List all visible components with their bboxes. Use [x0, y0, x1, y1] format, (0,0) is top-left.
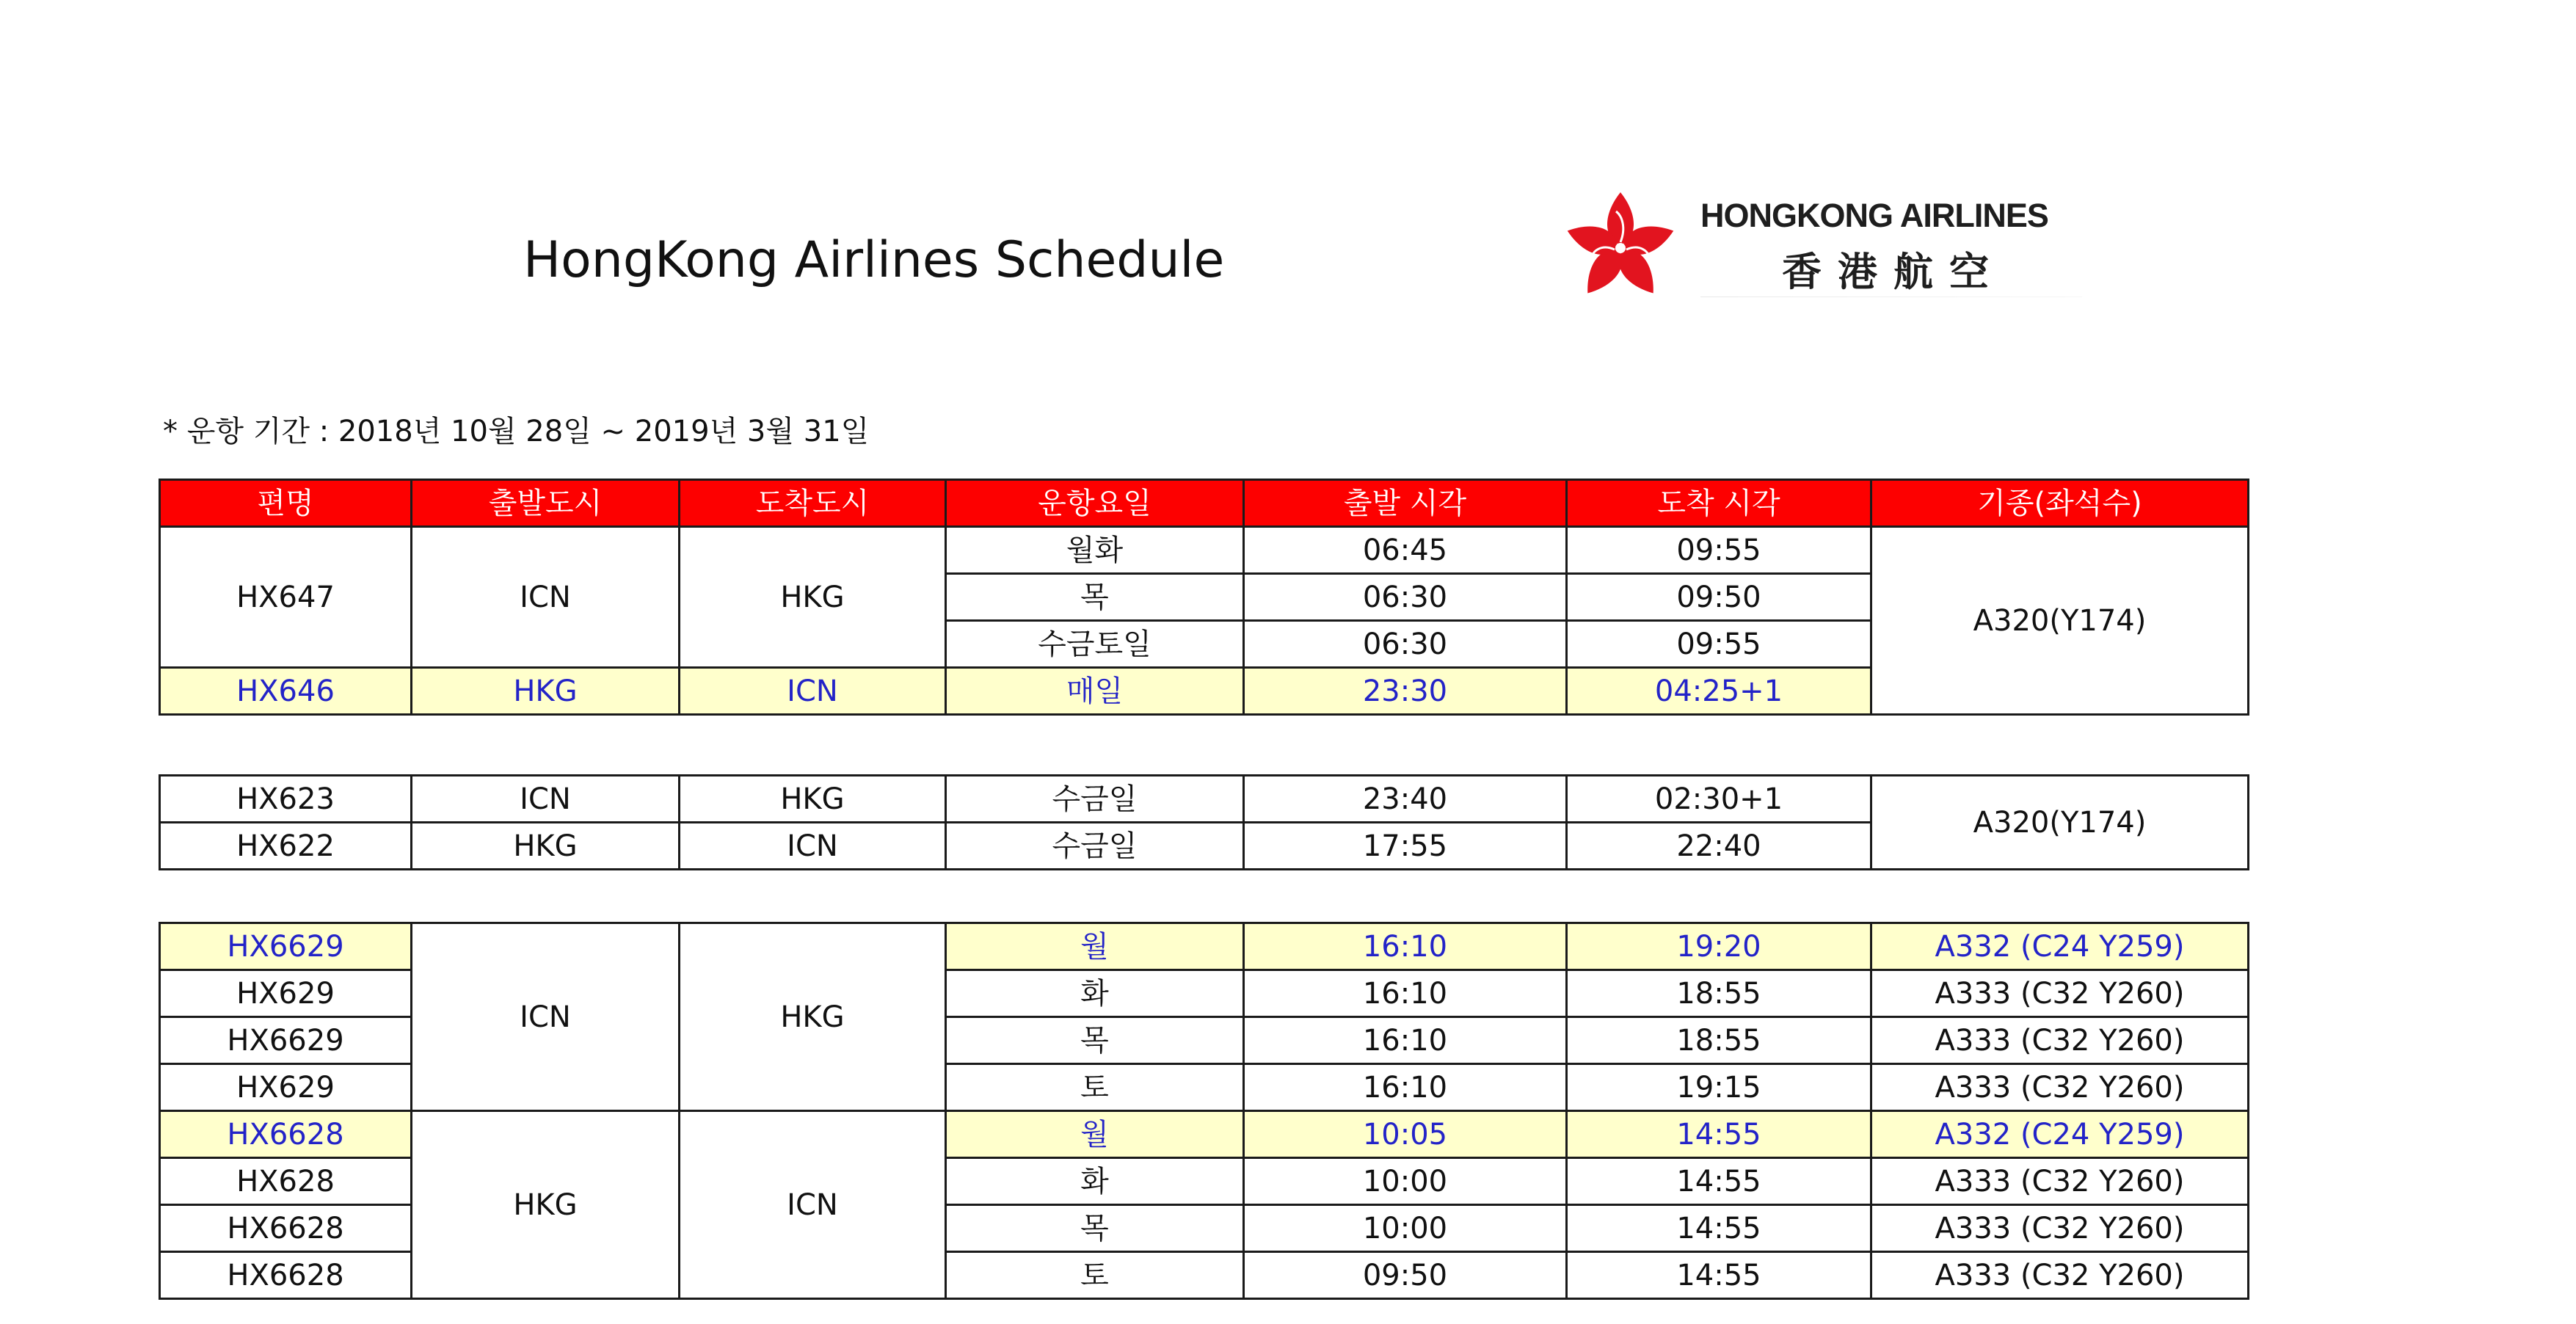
days-cell: 목 — [946, 1017, 1244, 1064]
aircraft-cell: A320(Y174) — [1871, 776, 2249, 870]
arr-cell: 22:40 — [1567, 823, 1871, 870]
from-cell: ICN — [412, 776, 680, 823]
operation-period: * 운항 기간 : 2018년 10월 28일 ~ 2019년 3월 31일 — [163, 415, 870, 448]
to-cell: HKG — [680, 923, 946, 1111]
days-cell: 매일 — [946, 668, 1244, 715]
dep-cell: 06:45 — [1244, 527, 1567, 574]
flight-cell: HX6629 — [160, 923, 412, 970]
dep-cell: 16:10 — [1244, 1064, 1567, 1111]
aircraft-cell: A333 (C32 Y260) — [1871, 1205, 2249, 1252]
flight-cell: HX623 — [160, 776, 412, 823]
from-cell: HKG — [412, 823, 680, 870]
dep-cell: 10:00 — [1244, 1205, 1567, 1252]
days-cell: 토 — [946, 1064, 1244, 1111]
dep-cell: 17:55 — [1244, 823, 1567, 870]
aircraft-cell: A333 (C32 Y260) — [1871, 1017, 2249, 1064]
from-cell: HKG — [412, 1111, 680, 1299]
from-cell: HKG — [412, 668, 680, 715]
flight-cell: HX6629 — [160, 1017, 412, 1064]
aircraft-cell: A333 (C32 Y260) — [1871, 1064, 2249, 1111]
table-row-highlighted — [160, 1111, 2249, 1158]
header-aircraft: 기종(좌석수) — [1871, 480, 2249, 527]
dep-cell: 16:10 — [1244, 923, 1567, 970]
aircraft-cell: A333 (C32 Y260) — [1871, 1158, 2249, 1205]
schedule-table-hx629-hx628 — [159, 922, 2249, 1300]
days-cell: 목 — [946, 574, 1244, 621]
arr-cell: 02:30+1 — [1567, 776, 1871, 823]
aircraft-cell: A320(Y174) — [1871, 527, 2249, 715]
to-cell: ICN — [680, 668, 946, 715]
flight-cell: HX629 — [160, 1064, 412, 1111]
table-row — [160, 776, 2249, 823]
flight-cell: HX628 — [160, 1158, 412, 1205]
aircraft-cell: A333 (C32 Y260) — [1871, 1252, 2249, 1299]
arr-cell: 09:55 — [1567, 621, 1871, 668]
to-cell: ICN — [680, 1111, 946, 1299]
arr-cell: 09:50 — [1567, 574, 1871, 621]
days-cell: 수금일 — [946, 776, 1244, 823]
header-departure-time: 출발 시각 — [1244, 480, 1567, 527]
flight-cell: HX6628 — [160, 1111, 412, 1158]
page-title: HongKong Airlines Schedule — [523, 231, 1225, 289]
days-cell: 화 — [946, 1158, 1244, 1205]
flight-cell: HX622 — [160, 823, 412, 870]
header-arrival-city: 도착도시 — [680, 480, 946, 527]
header-operating-days: 운항요일 — [946, 480, 1244, 527]
dep-cell: 16:10 — [1244, 1017, 1567, 1064]
flight-cell: HX646 — [160, 668, 412, 715]
dep-cell: 16:10 — [1244, 970, 1567, 1017]
aircraft-cell: A332 (C24 Y259) — [1871, 1111, 2249, 1158]
dep-cell: 23:30 — [1244, 668, 1567, 715]
airline-logo — [1562, 189, 2105, 307]
dep-cell: 06:30 — [1244, 574, 1567, 621]
days-cell: 수금일 — [946, 823, 1244, 870]
flight-cell: HX6628 — [160, 1252, 412, 1299]
flight-cell: HX647 — [160, 527, 412, 668]
days-cell: 목 — [946, 1205, 1244, 1252]
dep-cell: 10:05 — [1244, 1111, 1567, 1158]
logo-wordmark-zh: 香港航空 — [1782, 249, 2005, 295]
days-cell: 토 — [946, 1252, 1244, 1299]
arr-cell: 09:55 — [1567, 527, 1871, 574]
dep-cell: 06:30 — [1244, 621, 1567, 668]
arr-cell: 14:55 — [1567, 1252, 1871, 1299]
aircraft-cell: A333 (C32 Y260) — [1871, 970, 2249, 1017]
header-flight: 편명 — [160, 480, 412, 527]
flight-cell: HX629 — [160, 970, 412, 1017]
days-cell: 수금토일 — [946, 621, 1244, 668]
arr-cell: 19:20 — [1567, 923, 1871, 970]
logo-wordmark-en: HONGKONG AIRLINES — [1700, 197, 2048, 234]
days-cell: 월화 — [946, 527, 1244, 574]
arr-cell: 19:15 — [1567, 1064, 1871, 1111]
to-cell: HKG — [680, 776, 946, 823]
arr-cell: 18:55 — [1567, 970, 1871, 1017]
dep-cell: 09:50 — [1244, 1252, 1567, 1299]
dep-cell: 10:00 — [1244, 1158, 1567, 1205]
schedule-table-hx623-hx622 — [159, 774, 2249, 870]
arr-cell: 18:55 — [1567, 1017, 1871, 1064]
days-cell: 월 — [946, 923, 1244, 970]
table-header-row — [160, 480, 2249, 527]
arr-cell: 14:55 — [1567, 1111, 1871, 1158]
from-cell: ICN — [412, 923, 680, 1111]
from-cell: ICN — [412, 527, 680, 668]
header-departure-city: 출발도시 — [412, 480, 680, 527]
arr-cell: 14:55 — [1567, 1205, 1871, 1252]
to-cell: HKG — [680, 527, 946, 668]
aircraft-cell: A332 (C24 Y259) — [1871, 923, 2249, 970]
days-cell: 화 — [946, 970, 1244, 1017]
flight-cell: HX6628 — [160, 1205, 412, 1252]
header-arrival-time: 도착 시각 — [1567, 480, 1871, 527]
dep-cell: 23:40 — [1244, 776, 1567, 823]
schedule-table-hx647-hx646 — [159, 479, 2249, 716]
table-row-highlighted — [160, 923, 2249, 970]
to-cell: ICN — [680, 823, 946, 870]
arr-cell: 04:25+1 — [1567, 668, 1871, 715]
table-row — [160, 527, 2249, 574]
arr-cell: 14:55 — [1567, 1158, 1871, 1205]
bauhinia-logo-icon — [1562, 189, 1679, 307]
days-cell: 월 — [946, 1111, 1244, 1158]
